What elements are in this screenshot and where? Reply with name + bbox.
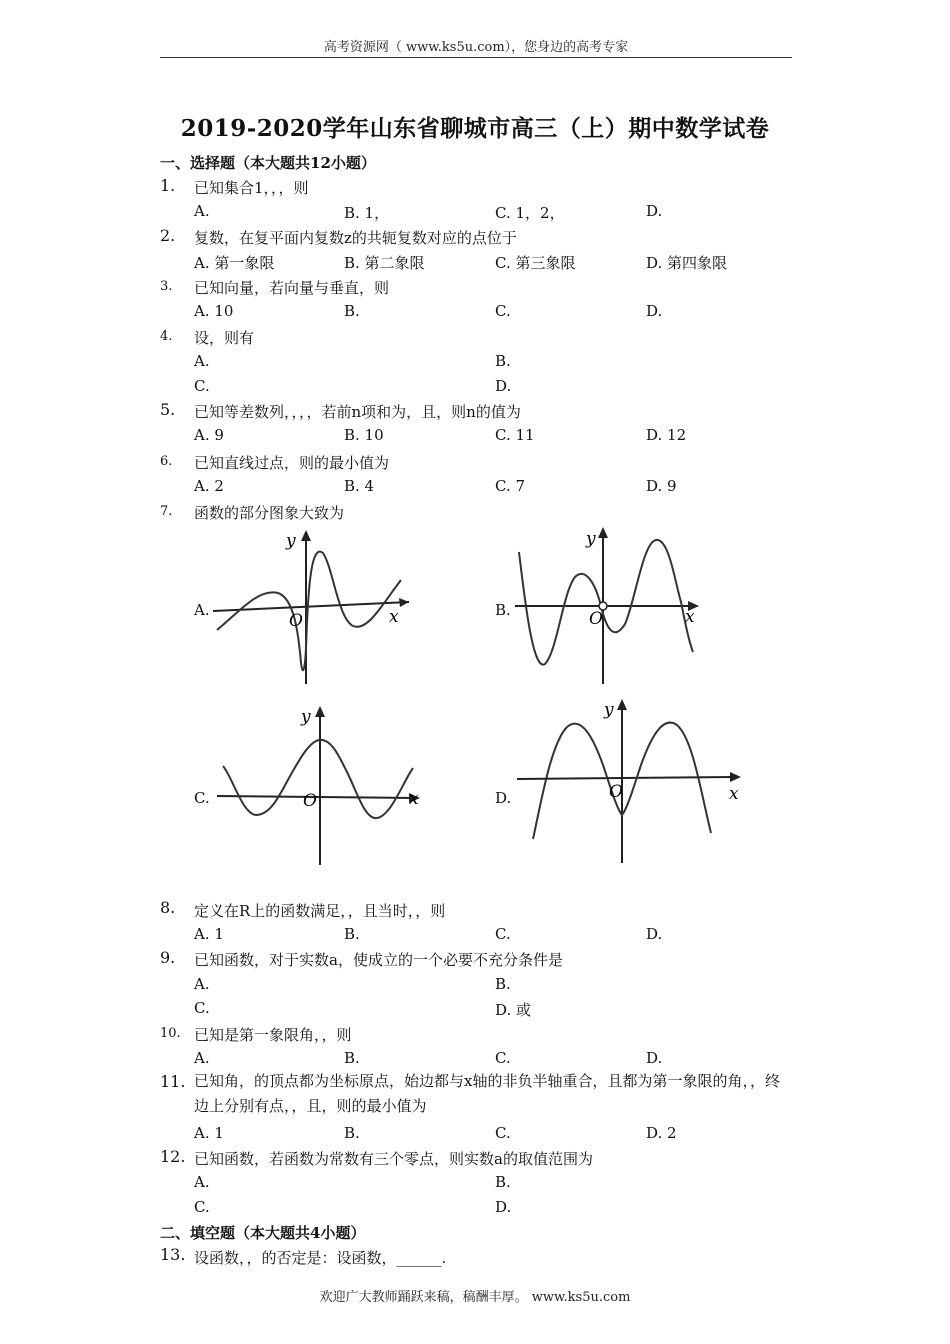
question-number: 13. [160, 1245, 186, 1264]
option-b: B. [344, 302, 360, 320]
question-number: 6. [160, 454, 173, 469]
option-b: B. [495, 352, 511, 370]
option-d: D. [646, 925, 663, 943]
option-c: C. [495, 1049, 511, 1067]
x-axis-label: x [409, 789, 419, 809]
origin-label: O [303, 791, 317, 811]
option-c: C. 7 [495, 477, 526, 495]
option-b: B. [344, 1124, 360, 1142]
question-text: 已知是第一象限角，，则 [194, 1026, 352, 1044]
origin-label: O [289, 611, 303, 631]
option-a: A. 第一象限 [194, 254, 275, 272]
option-c: C. [194, 1198, 210, 1216]
option-b: B. 1， [344, 204, 390, 222]
option-c: C. [495, 925, 511, 943]
page-footer: 欢迎广大教师踊跃来稿，稿酬丰厚。 www.ks5u.com [319, 1290, 631, 1305]
option-d: D. [646, 202, 663, 220]
graph-b [513, 522, 703, 686]
question-number: 7. [160, 504, 173, 519]
question-number: 2. [160, 226, 176, 245]
question-text: 已知函数，若函数为常数有三个零点，则实数a的取值范围为 [194, 1150, 593, 1168]
question-number: 8. [160, 898, 176, 917]
x-axis-label: x [685, 607, 695, 627]
question-text: 已知角，的顶点都为坐标原点，始边都与x轴的非负半轴重合，且都为第一象限的角，，终边上分别有点，，且，则的最小值为 [194, 1072, 780, 1115]
question-number: 12. [160, 1147, 186, 1166]
option-b: B. 第二象限 [344, 254, 425, 272]
option-b: B. [495, 601, 511, 619]
question-text: 已知直线过点，则的最小值为 [194, 454, 390, 472]
x-axis-label: x [389, 607, 399, 627]
option-a: A. 1 [194, 1124, 224, 1142]
option-b: B. [495, 1173, 511, 1191]
option-a: A. 1 [194, 925, 224, 943]
option-a: A. [194, 202, 210, 220]
option-d: D. 12 [646, 426, 687, 444]
question-text: 函数的部分图象大致为 [194, 504, 345, 522]
y-axis-label: y [301, 707, 311, 727]
option-d: D. [646, 302, 663, 320]
option-a: A. [194, 352, 210, 370]
option-d: D. 2 [646, 1124, 677, 1142]
y-axis-label: y [286, 531, 296, 551]
question-text: 定义在R上的函数满足，，且当时，，则 [194, 902, 446, 920]
option-d: D. [495, 1198, 512, 1216]
option-b: B. [344, 925, 360, 943]
option-d: D. [495, 377, 512, 395]
page-header: 高考资源网（ www.ks5u.com），您身边的高考专家 [323, 40, 629, 55]
origin-label: O [589, 609, 603, 629]
graph-a [213, 528, 413, 686]
option-d: D. 9 [646, 477, 677, 495]
option-c: C. 1，2， [495, 204, 565, 222]
question-text: 设，则有 [194, 329, 255, 347]
option-c: C. [194, 789, 210, 807]
question-number: 3. [160, 279, 173, 294]
question-number: 11. [160, 1072, 186, 1091]
question-number: 1. [160, 176, 176, 195]
option-a: A. 9 [194, 426, 224, 444]
option-b: B. [495, 975, 511, 993]
option-c: C. 第三象限 [495, 254, 576, 272]
question-text: 复数，在复平面内复数z的共轭复数对应的点位于 [194, 229, 517, 247]
x-axis-label: x [729, 784, 739, 804]
section-choice-heading: 一、选择题（本大题共12小题） [160, 154, 376, 172]
graph-c [215, 700, 425, 866]
question-text: 已知向量，若向量与垂直，则 [194, 279, 390, 297]
option-c: C. [194, 377, 210, 395]
origin-label: O [609, 782, 623, 802]
option-a: A. [194, 601, 210, 619]
option-a: A. [194, 1173, 210, 1191]
option-c: C. [194, 999, 210, 1017]
option-a: A. [194, 975, 210, 993]
question-number: 9. [160, 948, 176, 967]
page-title: 2019-2020学年山东省聊城市高三（上）期中数学试卷 [180, 115, 770, 142]
option-a: A. 10 [194, 302, 234, 320]
question-text: 已知函数，对于实数a，使成立的一个必要不充分条件是 [194, 951, 563, 969]
graph-d [515, 693, 747, 865]
question-number: 10. [160, 1026, 181, 1041]
option-b: B. 10 [344, 426, 384, 444]
question-number: 4. [160, 329, 173, 344]
option-d: D. [495, 789, 512, 807]
question-text: 已知等差数列，，，，若前n项和为，且，则n的值为 [194, 403, 521, 421]
option-c: C. [495, 302, 511, 320]
option-d: D. 或 [495, 1001, 532, 1019]
section-fill-heading: 二、填空题（本大题共4小题） [160, 1224, 366, 1242]
header-divider [160, 57, 792, 58]
y-axis-label: y [586, 529, 596, 549]
option-a: A. [194, 1049, 210, 1067]
option-c: C. [495, 1124, 511, 1142]
option-c: C. 11 [495, 426, 535, 444]
option-d: D. 第四象限 [646, 254, 728, 272]
option-b: B. 4 [344, 477, 375, 495]
option-a: A. 2 [194, 477, 224, 495]
option-b: B. [344, 1049, 360, 1067]
question-text: 设函数，，的否定是：设函数，______. [194, 1249, 447, 1267]
question-number: 5. [160, 400, 176, 419]
option-d: D. [646, 1049, 663, 1067]
y-axis-label: y [604, 700, 614, 720]
question-text: 已知集合1，，，则 [194, 179, 309, 197]
